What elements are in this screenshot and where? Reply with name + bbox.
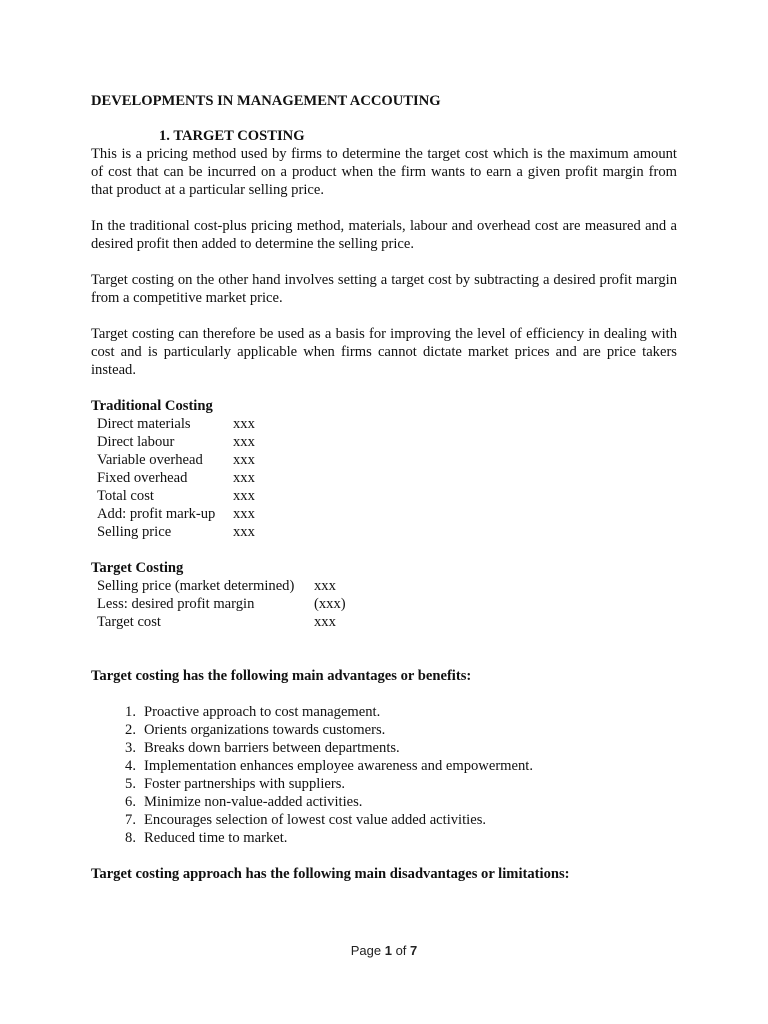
- list-number: 2.: [125, 722, 136, 738]
- row-label: Selling price (market determined): [97, 578, 295, 594]
- row-value: xxx: [233, 488, 255, 504]
- list-item: [91, 721, 677, 739]
- row-label: Selling price: [97, 524, 172, 540]
- target-costing-table: [91, 577, 346, 631]
- table-row: [91, 487, 255, 505]
- advantages-heading: Target costing has the following main advantages or benefits:: [91, 668, 472, 684]
- list-item: [91, 703, 677, 721]
- list-text: Implementation enhances employee awareness and empowerment.: [144, 758, 534, 774]
- of-label: of: [395, 943, 407, 958]
- list-number: 1.: [125, 704, 136, 720]
- list-item: [91, 829, 677, 847]
- list-text: Proactive approach to cost management.: [144, 704, 381, 720]
- table-row: [91, 469, 255, 487]
- row-label: Direct materials: [97, 416, 191, 432]
- table-row: [91, 577, 346, 595]
- total-pages: 7: [410, 943, 418, 958]
- row-label: Target cost: [97, 614, 161, 630]
- row-label: Less: desired profit margin: [97, 596, 255, 612]
- row-value: xxx: [233, 416, 255, 432]
- row-label: Fixed overhead: [97, 470, 188, 486]
- list-number: 7.: [125, 812, 136, 828]
- list-text: Minimize non-value-added activities.: [144, 794, 363, 810]
- list-item: [91, 757, 677, 775]
- advantages-list: [91, 703, 677, 847]
- list-text: Reduced time to market.: [144, 830, 288, 846]
- table-row: [91, 613, 346, 631]
- row-label: Direct labour: [97, 434, 175, 450]
- paragraph: In the traditional cost-plus pricing method, materials, labour and overhead cost are measured and a desired profit then added to determine the selling price.: [91, 218, 677, 252]
- paragraph: This is a pricing method used by firms to determine the target cost which is the maximum amount of cost that can be incurred on a product when the firm wants to earn a given profit margin from that product at a particular selling price.: [91, 146, 677, 198]
- list-number: 5.: [125, 776, 136, 792]
- list-number: 8.: [125, 830, 136, 846]
- list-item: [91, 811, 677, 829]
- target-costing-heading: Target Costing: [91, 560, 184, 576]
- page-label: Page: [350, 943, 382, 958]
- row-value: xxx: [233, 434, 255, 450]
- section-heading: 1. TARGET COSTING: [159, 128, 305, 144]
- table-row: [91, 451, 255, 469]
- row-label: Variable overhead: [97, 452, 203, 468]
- row-value: xxx: [314, 614, 336, 630]
- list-item: [91, 775, 677, 793]
- table-row: [91, 505, 255, 523]
- row-label: Total cost: [97, 488, 154, 504]
- traditional-costing-table: [91, 415, 255, 541]
- traditional-costing-heading: Traditional Costing: [91, 398, 213, 414]
- paragraph: Target costing can therefore be used as a basis for improving the level of efficiency in dealing with cost and is particularly applicable when firms cannot dictate market prices and are price takers instead.: [91, 326, 677, 378]
- table-row: [91, 523, 255, 541]
- row-value: xxx: [314, 578, 336, 594]
- row-value: xxx: [233, 524, 255, 540]
- document-title: DEVELOPMENTS IN MANAGEMENT ACCOUTING: [91, 93, 441, 109]
- row-value: xxx: [233, 452, 255, 468]
- table-row: [91, 415, 255, 433]
- table-row: [91, 433, 255, 451]
- row-label: Add: profit mark-up: [97, 506, 216, 522]
- list-text: Orients organizations towards customers.: [144, 722, 386, 738]
- list-number: 3.: [125, 740, 136, 756]
- list-text: Encourages selection of lowest cost value added activities.: [144, 812, 487, 828]
- table-row: [91, 595, 346, 613]
- disadvantages-heading: Target costing approach has the following main disadvantages or limitations:: [91, 866, 570, 882]
- list-number: 4.: [125, 758, 136, 774]
- document-body: [91, 92, 677, 883]
- list-item: [91, 793, 677, 811]
- list-item: [91, 739, 677, 757]
- row-value: xxx: [233, 506, 255, 522]
- list-text: Foster partnerships with suppliers.: [144, 776, 346, 792]
- page-footer: [0, 943, 768, 958]
- paragraph: Target costing on the other hand involves setting a target cost by subtracting a desired profit margin from a competitive market price.: [91, 272, 677, 306]
- current-page-number: 1: [384, 943, 392, 958]
- list-number: 6.: [125, 794, 136, 810]
- row-value: xxx: [233, 470, 255, 486]
- row-value: (xxx): [314, 596, 346, 612]
- list-text: Breaks down barriers between departments.: [144, 740, 400, 756]
